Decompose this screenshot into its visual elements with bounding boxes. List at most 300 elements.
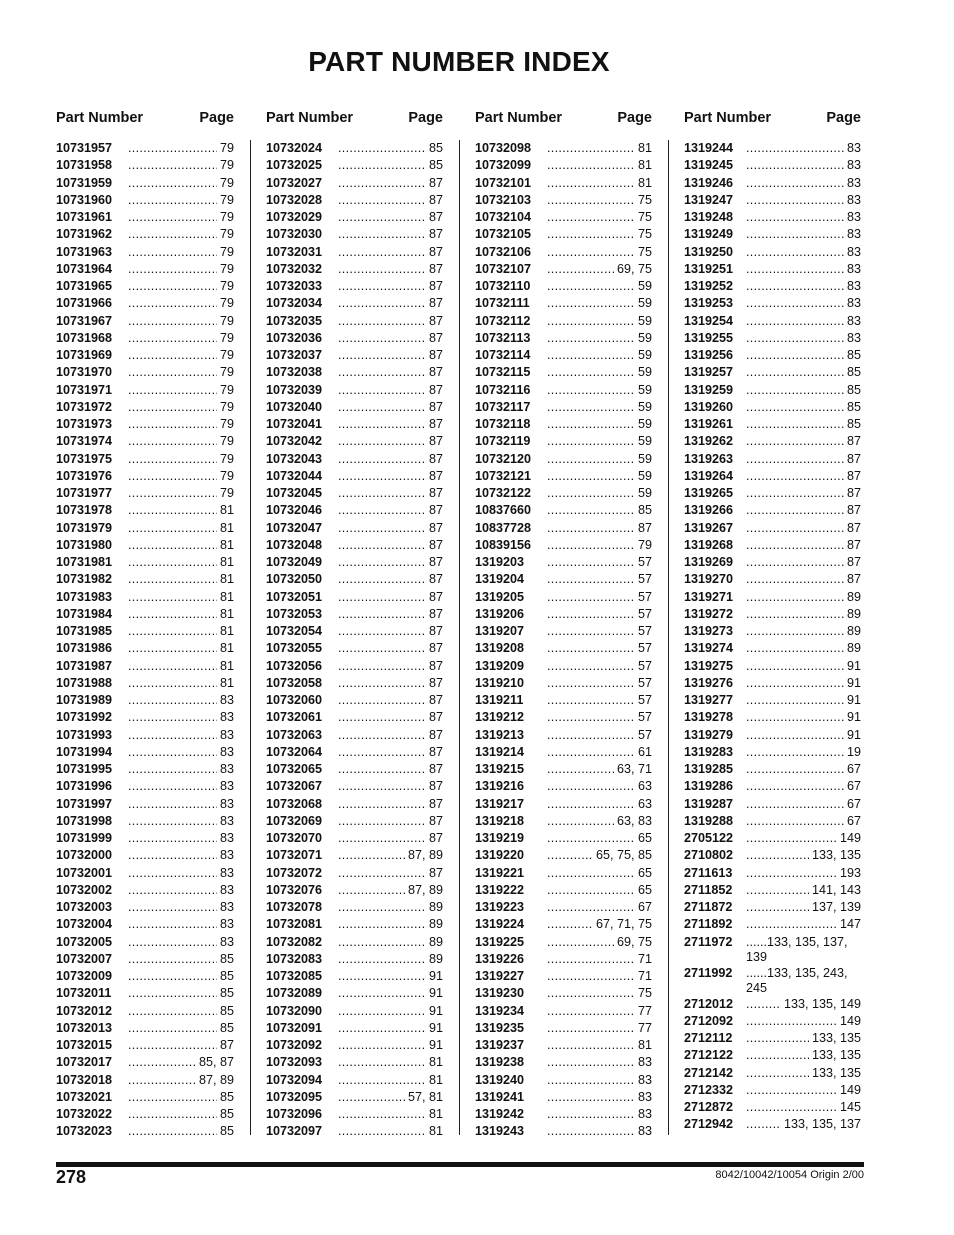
page-ref: 85 [219,969,234,983]
part-number: 1319259 [684,382,734,397]
index-row [56,192,234,209]
index-row [56,899,234,916]
page-ref: 87 [428,210,443,224]
page-ref: 77 [637,1003,652,1018]
leader-dots [746,537,844,554]
leader-dots [746,935,767,949]
page-ref: 85 [219,951,234,966]
index-row [684,1030,861,1047]
leader-dots [128,433,217,450]
page-ref: 133, 135 [811,1048,861,1063]
page-ref: 87 [428,227,443,242]
page-ref: 59 [637,296,652,311]
part-number: 1319248 [684,210,734,224]
part-number: 10732113 [475,330,531,345]
index-row [56,606,234,623]
part-number: 1319256 [684,348,734,362]
index-row [266,916,443,933]
leader-dots [128,847,217,864]
leader-dots [128,1003,217,1020]
part-number: 1319272 [684,606,734,621]
page-ref: 87 [428,244,443,259]
index-row [56,640,234,657]
part-number: 10732027 [266,175,323,190]
page-ref: 91 [428,1038,443,1052]
part-number: 10732097 [266,1124,323,1139]
part-number: 1319243 [475,1124,525,1139]
index-row [475,416,652,433]
leader-dots [338,692,426,709]
page-ref: 59 [637,330,652,345]
page-ref: 81 [219,503,234,518]
leader-dots [547,1072,635,1089]
page-ref: 85 [846,348,861,362]
leader-dots [746,623,844,640]
part-number: 10731974 [56,434,113,449]
leader-dots [547,485,635,502]
leader-dots [547,433,635,450]
page-ref: 87 [428,279,443,293]
leader-dots [746,399,844,416]
part-number: 1319267 [684,520,734,535]
index-row [684,916,861,933]
page-ref: 79 [219,227,234,242]
page-ref: 69, 75 [616,934,652,949]
index-row [266,468,443,485]
leader-dots [746,589,844,606]
index-row [684,934,861,965]
page-ref: 87 [428,537,443,552]
part-number: 10732017 [56,1055,113,1070]
part-number: 2712942 [684,1117,734,1132]
part-number: 10732044 [266,468,323,483]
page-ref: 59 [637,365,652,380]
index-row [475,209,652,226]
part-number: 1319204 [475,572,525,587]
part-number: 10731995 [56,762,113,776]
page-ref: 59 [637,399,652,414]
leader-dots [746,916,837,933]
leader-dots [338,658,426,675]
leader-dots [547,761,614,778]
leader-dots [547,209,635,226]
leader-dots [547,916,593,933]
page-ref: 87 [428,589,443,604]
leader-dots [338,796,426,813]
part-number: 1319217 [475,796,525,811]
leader-dots [547,571,635,588]
part-number: 10732105 [475,227,532,242]
index-row [475,813,652,830]
index-row [266,830,443,847]
leader-dots [746,1082,837,1099]
part-number: 10732060 [266,693,323,707]
page-ref: 133, 135 [811,848,861,863]
page-ref: 81 [219,520,234,535]
page-ref: 79 [219,279,234,293]
part-number: 10731977 [56,486,113,500]
index-row [266,433,443,450]
page-ref: 137, 139 [811,900,861,914]
page-ref: 83 [637,1089,652,1104]
page-ref: 83 [637,1124,652,1139]
index-row [475,451,652,468]
index-row [684,1116,861,1133]
index-row [56,727,234,744]
part-number: 1319261 [684,417,734,431]
part-number: 10731988 [56,675,113,690]
index-row [684,244,861,261]
part-number: 10732001 [56,865,113,880]
index-row [684,554,861,571]
leader-dots [746,727,844,744]
part-number: 10731984 [56,606,113,621]
page-ref: 57 [637,572,652,587]
leader-dots [338,1089,405,1106]
index-row [684,727,861,744]
page-ref: 87 [428,486,443,500]
leader-dots [338,951,426,968]
page-ref: 57 [637,710,652,725]
index-row [56,623,234,640]
leader-dots [338,175,426,192]
index-row [684,416,861,433]
leader-dots [128,1020,217,1037]
index-row [684,1013,861,1030]
index-row [266,485,443,502]
index-row [266,589,443,606]
part-number: 10731965 [56,279,113,293]
index-row [684,899,861,916]
page-ref: 83 [219,882,234,897]
page-ref: 81 [428,1072,443,1087]
page-ref: 83 [219,900,234,914]
page-ref: 83 [637,1055,652,1070]
index-row [266,796,443,813]
page-ref: 87 [846,555,861,569]
part-number: 10732015 [56,1038,113,1052]
leader-dots [746,502,844,519]
part-number: 10731964 [56,261,113,276]
page-ref: 87 [428,813,443,828]
part-number: 10732067 [266,779,323,794]
index-row [684,692,861,709]
page-ref: 83 [219,848,234,863]
index-row [684,640,861,657]
index-row [475,589,652,606]
leader-dots [338,157,426,174]
part-number: 1319287 [684,796,734,811]
part-number: 10732081 [266,917,323,932]
page-ref: 83 [846,227,861,242]
part-number: 10732053 [266,606,323,621]
page-ref: 81 [219,641,234,656]
part-number: 10732068 [266,796,323,811]
leader-dots [128,934,217,951]
page-ref: 87 [428,348,443,362]
page-ref: 79 [219,417,234,431]
part-number: 1319244 [684,141,734,155]
page-ref: 75 [637,227,652,242]
leader-dots [746,554,844,571]
index-row [56,261,234,278]
index-row [266,520,443,537]
page-ref: 91 [428,969,443,983]
part-number: 10731960 [56,192,113,207]
page-ref: 81 [428,1107,443,1121]
page-ref: 79 [219,330,234,345]
leader-dots [128,244,217,261]
index-row [56,382,234,399]
page-ref: 145 [839,1100,861,1114]
index-row [266,1020,443,1037]
index-row [266,295,443,312]
part-number: 10732043 [266,451,323,466]
index-row [475,796,652,813]
page-ref: 57 [637,555,652,569]
page-ref: 19 [846,744,861,759]
index-row [475,399,652,416]
index-row [56,313,234,330]
index-row [475,1003,652,1020]
part-number: 1319262 [684,434,734,449]
page-ref: 65 [637,882,652,897]
index-row [684,192,861,209]
page-ref: 79 [219,434,234,449]
page-ref: 57 [637,624,652,638]
part-number: 10731983 [56,589,113,604]
page-ref: 59 [637,279,652,293]
leader-dots [128,209,217,226]
part-number: 1319269 [684,555,734,569]
page-ref: 79 [219,468,234,483]
index-row [56,589,234,606]
index-row [475,1123,652,1140]
part-number: 2711972 [684,934,733,949]
leader-dots [338,589,426,606]
page-ref: 85 [219,1124,234,1139]
part-number: 1319216 [475,779,525,794]
page-ref: 193 [839,865,861,880]
page-ref: 87 [428,296,443,311]
index-row [475,330,652,347]
page-ref: 87 [428,192,443,207]
index-row [684,744,861,761]
page-ref: 91 [428,1020,443,1035]
leader-dots [338,399,426,416]
leader-dots [547,830,635,847]
index-row [266,364,443,381]
part-number-header: Part Number [475,110,563,126]
page-ref: 87 [428,468,443,483]
part-number: 10732121 [475,468,532,483]
leader-dots [746,744,844,761]
page-ref: 83 [219,779,234,794]
part-number: 10731959 [56,175,113,190]
index-row [684,347,861,364]
part-number: 10732116 [475,382,531,397]
index-row [475,640,652,657]
part-number: 1319209 [475,658,525,673]
page-ref: 87 [428,624,443,638]
part-number: 2711872 [684,900,733,914]
leader-dots [746,813,844,830]
part-number: 10732055 [266,641,323,656]
page-ref: 81 [219,658,234,673]
index-row [56,709,234,726]
leader-dots [547,278,635,295]
leader-dots [338,606,426,623]
index-row [266,209,443,226]
part-number: 10732064 [266,744,323,759]
part-number: 1319222 [475,882,525,897]
page-ref: 87 [846,468,861,483]
leader-dots [746,485,844,502]
leader-dots [746,416,844,433]
leader-dots [338,744,426,761]
index-row [56,865,234,882]
page-ref: 85 [846,365,861,380]
index-row [475,140,652,157]
part-number: 10732104 [475,210,532,224]
page-ref: 87 [428,675,443,690]
index-row [266,140,443,157]
part-number: 10732025 [266,158,323,173]
page-ref: 83 [846,192,861,207]
leader-dots [128,727,217,744]
index-row [684,761,861,778]
part-number: 1319224 [475,917,525,932]
index-row [475,468,652,485]
index-row [266,1037,443,1054]
leader-dots [338,865,426,882]
leader-dots [746,140,844,157]
index-row [475,658,652,675]
part-number: 10732048 [266,537,323,552]
column-header [266,110,443,132]
page-ref: 89 [846,624,861,638]
page-ref: 79 [219,210,234,224]
part-number: 10732071 [266,848,323,863]
index-row [475,778,652,795]
index-row [266,571,443,588]
part-number: 1319278 [684,710,734,725]
leader-dots [128,640,217,657]
leader-dots [128,192,217,209]
index-row [475,606,652,623]
index-row [475,261,652,278]
leader-dots [746,966,767,980]
part-number: 10732004 [56,917,113,932]
page-ref: 65, 75, 85 [595,848,652,863]
index-row [56,830,234,847]
index-row [475,192,652,209]
index-row [266,175,443,192]
index-row [56,847,234,864]
page-ref: 147 [839,917,861,932]
part-number: 10732120 [475,451,532,466]
part-number: 1319288 [684,813,734,828]
page-ref: 133, 135 [811,1065,861,1080]
part-number: 10732106 [475,244,532,259]
index-row [56,416,234,433]
page-ref: 83 [219,744,234,759]
page-ref: 57, 81 [407,1089,443,1104]
index-row [266,1072,443,1089]
index-row [475,847,652,864]
part-number: 10732090 [266,1003,323,1018]
leader-dots [128,520,217,537]
index-row [684,330,861,347]
index-row [56,468,234,485]
index-row [56,502,234,519]
page-ref: 75 [637,986,652,1001]
leader-dots [128,554,217,571]
page-ref: 83 [219,762,234,776]
index-row [56,175,234,192]
leader-dots [746,244,844,261]
page-ref: 81 [219,589,234,604]
part-number: 10839156 [475,537,532,552]
page-ref: 91 [428,1003,443,1018]
leader-dots [128,140,217,157]
page-ref: 83 [846,261,861,276]
index-column-4 [684,110,861,1134]
page-ref: 67 [637,900,652,914]
page-ref: 85 [428,141,443,155]
page-ref: 83 [219,813,234,828]
part-number-header: Part Number [684,110,772,126]
leader-dots [547,347,635,364]
part-number: 10731979 [56,520,113,535]
page-ref: 87 [428,434,443,449]
index-row [266,882,443,899]
part-number: 1319260 [684,399,734,414]
index-row [266,727,443,744]
part-number: 1319238 [475,1055,525,1070]
page-ref: 67, 71, 75 [595,917,652,932]
leader-dots [547,882,635,899]
page-ref: 63 [637,779,652,794]
part-number: 1319212 [475,710,525,725]
leader-dots [338,278,426,295]
index-row [684,865,861,882]
part-number: 10731968 [56,330,113,345]
leader-dots [128,623,217,640]
part-number: 10732092 [266,1038,323,1052]
leader-dots [338,347,426,364]
page-ref: 91 [428,986,443,1001]
page-ref: 91 [846,675,861,690]
page-ref: 87 [428,417,443,431]
page-ref: 83 [846,141,861,155]
page-ref: 83 [219,934,234,949]
leader-dots [338,192,426,209]
part-number: 10732093 [266,1055,323,1070]
part-number: 10732065 [266,762,323,776]
leader-dots [547,313,635,330]
part-number: 1319251 [684,261,734,276]
index-row [266,709,443,726]
leader-dots [338,502,426,519]
index-row [56,1089,234,1106]
leader-dots [338,416,426,433]
index-row [266,399,443,416]
page-ref: 87 [428,175,443,190]
page-ref: 81 [637,1038,652,1052]
index-row [684,261,861,278]
part-number: 1319268 [684,537,734,552]
